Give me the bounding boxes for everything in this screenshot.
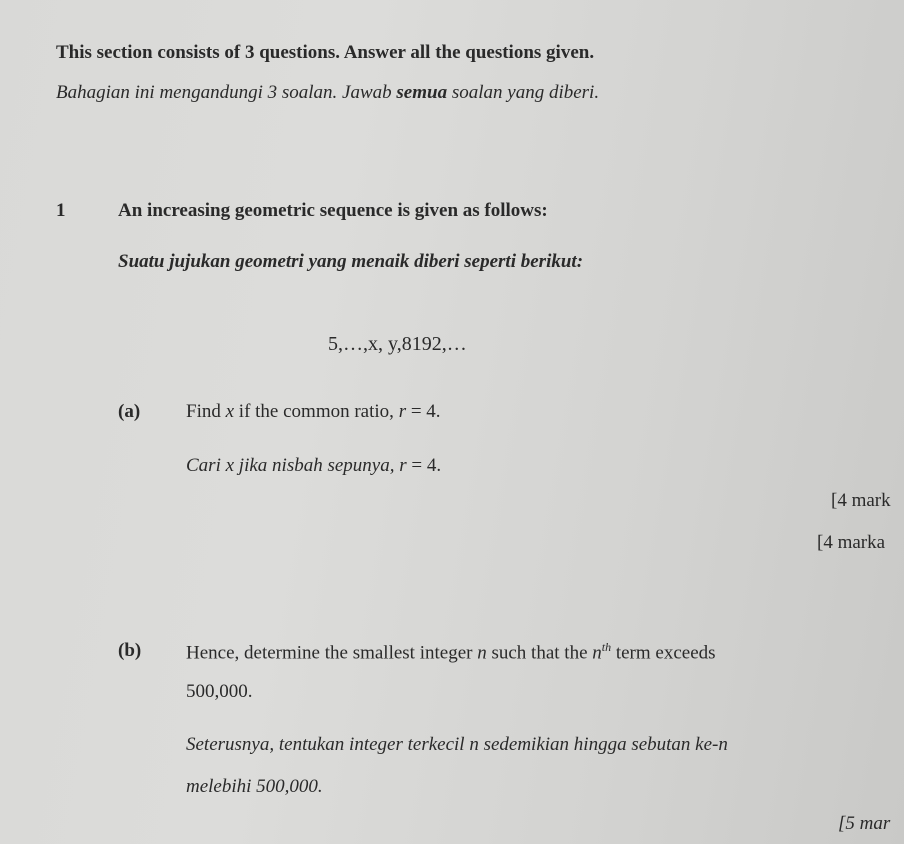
part-a-english-mid: if the common ratio, (234, 401, 399, 422)
part-a-malay-equation: = 4. (406, 455, 442, 476)
question-stem-english: An increasing geometric sequence is given as follows: (118, 200, 548, 221)
part-b-english-line2: 500,000. (186, 681, 253, 702)
part-a-variable-r: r (398, 401, 407, 422)
part-a-equation: = 4. (406, 401, 441, 422)
part-a-variable-x: x (225, 401, 235, 422)
instruction-english-text: This section consists of 3 questions. Answer (56, 42, 411, 63)
part-a-malay-text: Cari (186, 455, 226, 476)
part-b-marks (838, 813, 890, 835)
instruction-english-text-end: the questions given. (430, 42, 595, 63)
part-b-malay-line2: melebihi 500,000. (186, 776, 323, 797)
question-stem-malay: Suatu jujukan geometri yang menaik diberi seperti berikut: (118, 251, 584, 272)
part-b-nth-base: n (592, 642, 602, 664)
instruction-malay-emphasis: semua (396, 82, 448, 103)
instruction-malay-text-end: soalan yang diberi. (447, 82, 600, 103)
part-a-malay-mid: jika nisbah sepunya, (234, 455, 400, 476)
part-b-marks-text: [5 mar (838, 813, 891, 834)
part-b-malay-line1: Seterusnya, tentukan integer terkecil n sedemikian hingga sebutan ke-n (186, 734, 728, 755)
part-b-english-suffix: term exceeds (611, 642, 716, 664)
instruction-english-emphasis: all (410, 42, 431, 63)
part-a-english-text: Find (186, 401, 226, 422)
part-a-marks-malay-text: [4 marka (817, 532, 886, 553)
question-number: 1 (56, 200, 66, 221)
instruction-english (56, 42, 594, 64)
part-a-marks-english-text: [4 mark (831, 490, 891, 511)
part-a-english (186, 401, 441, 423)
part-a-label: (a) (118, 401, 141, 422)
instruction-malay (56, 82, 599, 104)
part-b-variable-n: n (477, 642, 487, 664)
part-a-malay-variable-r: r (399, 455, 407, 476)
part-a-marks-english (831, 490, 891, 512)
instruction-malay-text: Bahagian ini mengandungi 3 soalan. Jawab (56, 82, 397, 103)
part-a-malay-variable-x: x (225, 455, 235, 476)
part-b-english-text: Hence, determine the smallest integer (186, 642, 478, 664)
part-a-malay (186, 455, 441, 477)
part-a-marks-malay (817, 532, 885, 554)
sequence-expression: 5,…,x, y,8192,… (328, 333, 467, 355)
part-b-label: (b) (118, 640, 142, 661)
part-b-english-mid: such that the (486, 642, 593, 664)
part-b-nth-superscript: th (601, 640, 612, 654)
part-b-english-line1 (186, 640, 716, 664)
